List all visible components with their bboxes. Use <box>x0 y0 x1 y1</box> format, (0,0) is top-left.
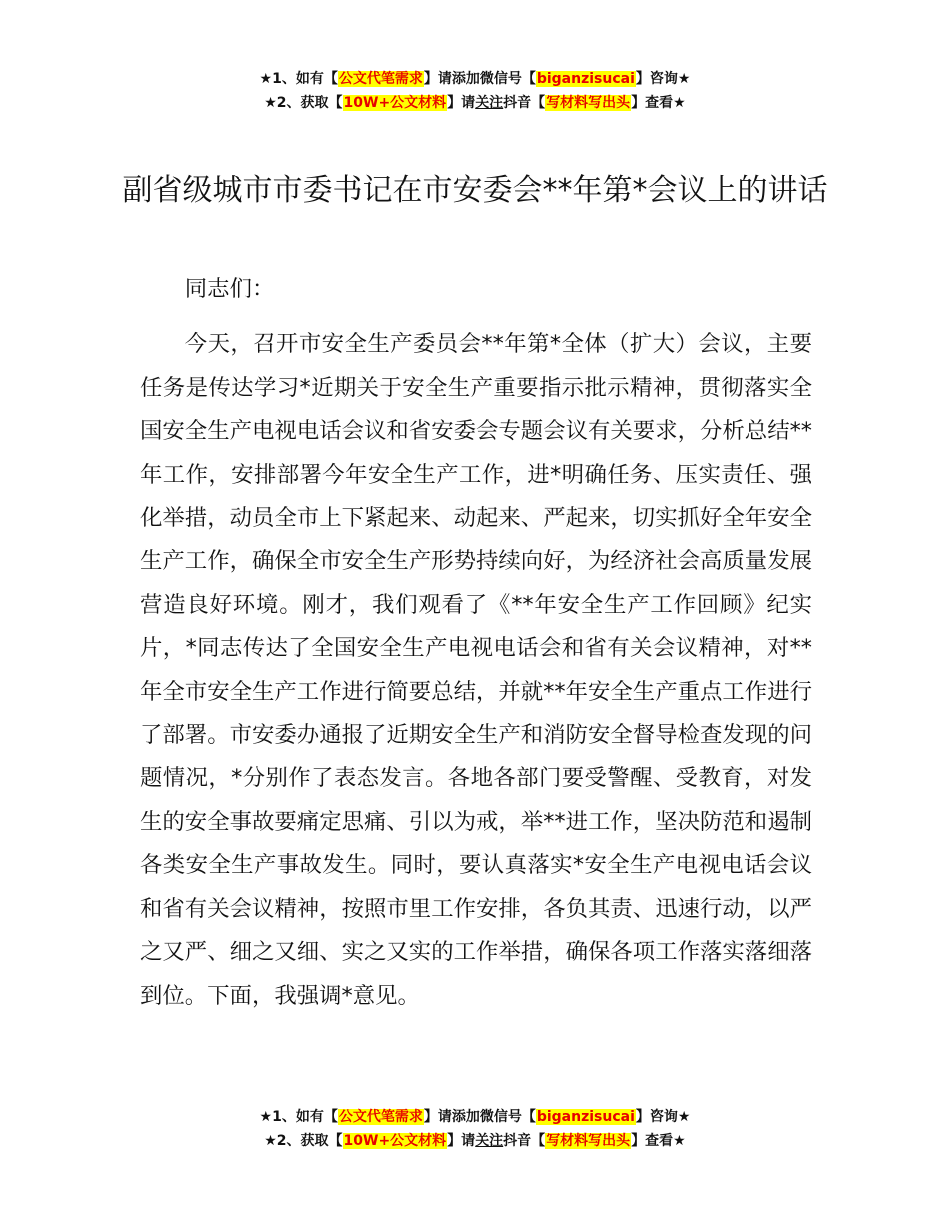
banner-highlight-douyin-account: 写材料写出头 <box>546 1133 631 1149</box>
banner-line-1-mid: 】请添加微信号【 <box>423 1109 536 1125</box>
header-banner <box>0 67 950 115</box>
banner-highlight-douyin-account: 写材料写出头 <box>546 95 631 111</box>
banner-line-2-mid2: 抖音【 <box>503 1133 546 1149</box>
document-title: 副省级城市市委书记在市安委会**年第*会议上的讲话 <box>122 173 828 208</box>
banner-underline-follow: 关注 <box>475 1133 504 1149</box>
banner-line-1 <box>0 67 950 91</box>
banner-line-1-prefix: ★1、如有【 <box>259 71 338 87</box>
banner-line-1-suffix: 】咨询★ <box>635 71 691 87</box>
banner-line-1-suffix: 】咨询★ <box>635 1109 691 1125</box>
banner-highlight-wechat-id: biganzisucai <box>536 1109 635 1125</box>
banner-underline-follow: 关注 <box>475 95 504 111</box>
banner-highlight-materials: 10W+公文材料 <box>343 1133 447 1149</box>
banner-line-1 <box>0 1105 950 1129</box>
banner-highlight-materials: 10W+公文材料 <box>343 95 447 111</box>
body-paragraph: 今天，召开市安全生产委员会**年第*全体（扩大）会议，主要任务是传达学习*近期关于安全生产重要指示批示精神，贯彻落实全国安全生产电视电话会议和省安委会专题会议有关要求，分析总结**年工作，安排部署今年安全生产工作，进*明确任务、压实责任、强化举措，动员全市上下紧起来、动起来、严起来，切实抓好全年安全生产工作，确保全市安全生产形势持续向好，为经济社会高质量发展营造良好环境。刚才，我们观看了《**年安全生产工作回顾》纪实片，*同志传达了全国安全生产电视电话会和省有关会议精神，对**年全市安全生产工作进行简要总结，并就**年安全生产重点工作进行了部署。市安委办通报了近期安全生产和消防安全督导检查发现的问题情况，*分别作了表态发言。各地各部门要受警醒、受教育，对发生的安全事故要痛定思痛、引以为戒，举**进工作，坚决防范和遏制各类安全生产事故发生。同时，要认真落实*安全生产电视电话会议和省有关会议精神，按照市里工作安排，各负其责、迅速行动，以严之又严、细之又细、实之又实的工作举措，确保各项工作落实落细落到位。下面，我强调*意见。 <box>140 331 812 1009</box>
banner-highlight-writing-service: 公文代笔需求 <box>338 1109 423 1125</box>
banner-line-1-mid: 】请添加微信号【 <box>423 71 536 87</box>
banner-line-2-prefix: ★2、获取【 <box>264 95 343 111</box>
banner-line-1-prefix: ★1、如有【 <box>259 1109 338 1125</box>
banner-line-2-suffix: 】查看★ <box>631 1133 686 1149</box>
banner-line-2-prefix: ★2、获取【 <box>264 1133 343 1149</box>
banner-highlight-writing-service: 公文代笔需求 <box>338 71 423 87</box>
banner-line-2-mid: 】请 <box>447 95 476 111</box>
banner-line-2-suffix: 】查看★ <box>631 95 686 111</box>
document-body <box>140 268 812 1030</box>
banner-line-2-mid: 】请 <box>447 1133 476 1149</box>
banner-line-2 <box>0 1129 950 1153</box>
footer-banner <box>0 1105 950 1153</box>
banner-line-2 <box>0 91 950 115</box>
banner-line-2-mid2: 抖音【 <box>503 95 546 111</box>
banner-highlight-wechat-id: biganzisucai <box>536 71 635 87</box>
salutation: 同志们： <box>184 276 275 302</box>
